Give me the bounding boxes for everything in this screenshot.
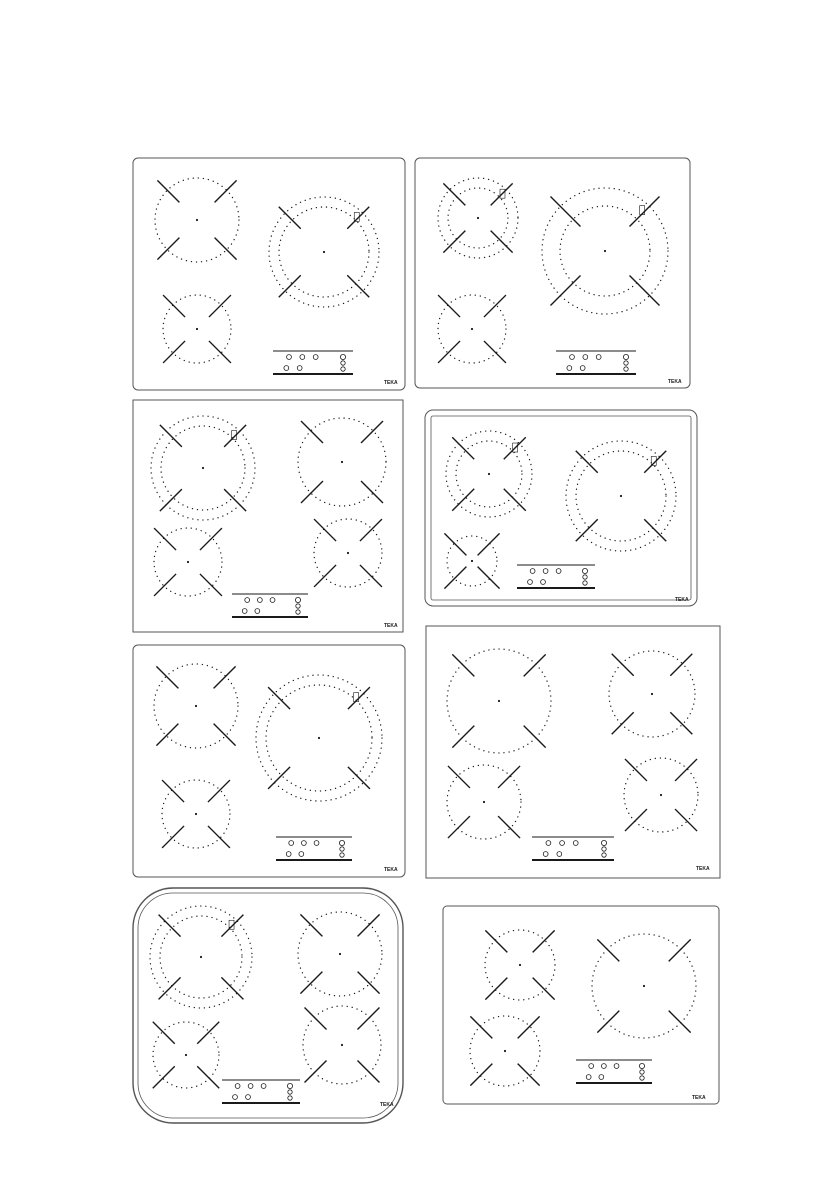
zone-center-dot [488, 473, 490, 475]
zone-center-dot [519, 964, 521, 966]
plus-icon [299, 852, 304, 857]
teka-logo: TEKA [692, 1095, 706, 1101]
plus-icon [340, 853, 344, 857]
zone-marker-line [670, 712, 692, 734]
zone-marker-line [518, 1016, 540, 1038]
power-icon [287, 1083, 292, 1088]
power-icon [530, 569, 535, 574]
zone-center-dot [477, 217, 479, 219]
hob-drawing-5 [133, 645, 405, 877]
zone-marker-line [452, 654, 474, 676]
zone-center-dot [196, 219, 198, 221]
teka-logo: TEKA [675, 597, 689, 603]
zone-marker-line [597, 1011, 619, 1033]
plus-icon [341, 367, 345, 371]
cooking-zone [154, 528, 222, 596]
zone-marker-line [444, 533, 466, 555]
hob-drawing-3 [133, 400, 403, 632]
plus-icon [297, 366, 302, 371]
zone-marker-line [550, 196, 580, 226]
zone-marker-line [279, 275, 301, 297]
zone-marker-line [163, 341, 185, 363]
zone-center-dot [341, 1044, 343, 1046]
plus-icon [640, 1076, 644, 1080]
zone-marker-line [504, 489, 526, 511]
zone-marker-line [491, 231, 513, 253]
zone-marker-line [533, 978, 555, 1000]
power-icon [623, 354, 628, 359]
cooking-zone [298, 912, 382, 996]
zone-marker-line [224, 425, 246, 447]
zone-marker-line [484, 295, 506, 317]
zone-marker-line [669, 1011, 691, 1033]
dual-cooking-zone [150, 906, 252, 1008]
teka-logo: TEKA [384, 867, 398, 873]
power-icon [546, 841, 551, 846]
zone-marker-line [452, 726, 474, 748]
power-icon [245, 598, 250, 603]
zone-marker-line [221, 977, 243, 999]
zone-center-dot [483, 801, 485, 803]
power-icon [570, 355, 575, 360]
cooking-zone [154, 664, 238, 748]
touch-control-panel [273, 351, 353, 374]
cooking-zone [153, 1022, 219, 1088]
zone-marker-line [669, 939, 691, 961]
zone-marker-line [630, 276, 660, 306]
zone-marker-line [347, 275, 369, 297]
zone-marker-line [358, 972, 380, 994]
zone-marker-line [215, 238, 237, 260]
cooking-zone [485, 930, 555, 1000]
zone-marker-line [268, 767, 290, 789]
plus-icon [288, 1096, 292, 1100]
cooking-zone [444, 533, 499, 588]
cooking-zone [447, 765, 521, 839]
cooking-zone [447, 649, 551, 753]
zone-marker-line [550, 276, 580, 306]
dual-cooking-zone [566, 441, 676, 551]
hob-drawing-2 [415, 158, 690, 388]
minus-icon [543, 852, 548, 857]
plus-icon [557, 852, 562, 857]
zone-marker-line [452, 489, 474, 511]
lock-icon [556, 569, 561, 574]
zone-center-dot [185, 1054, 187, 1056]
dual-cooking-zone [151, 416, 255, 520]
zone-marker-line [208, 780, 230, 802]
timer-icon [300, 355, 305, 360]
lock-icon [573, 841, 578, 846]
zone-center-dot [196, 328, 198, 330]
minus-icon [284, 366, 289, 371]
power-icon [639, 1063, 644, 1068]
zone-marker-line [268, 687, 290, 709]
power-icon [589, 1064, 594, 1069]
hob-frame [415, 158, 690, 388]
lock-icon [261, 1084, 266, 1089]
zone-marker-line [443, 231, 465, 253]
zone-marker-line [153, 1022, 175, 1044]
zone-marker-line [478, 567, 500, 589]
hob-inner-frame [138, 893, 398, 1118]
zone-center-dot [604, 250, 606, 252]
hob-frame [443, 906, 719, 1104]
zone-marker-line [504, 437, 526, 459]
lock-icon [624, 361, 628, 365]
cooking-zone [155, 178, 239, 262]
zone-marker-line [491, 183, 513, 205]
zone-marker-line [360, 519, 382, 541]
minus-icon [586, 1075, 591, 1080]
minus-icon [242, 609, 247, 614]
zone-marker-line [348, 687, 370, 709]
dual-cooking-zone [446, 431, 532, 517]
dual-cooking-zone [256, 675, 382, 801]
teka-logo: TEKA [668, 379, 682, 385]
zone-marker-line [675, 809, 697, 831]
dual-cooking-zone [269, 197, 379, 307]
plus-icon [602, 853, 606, 857]
timer-icon [560, 841, 565, 846]
cooking-zone [163, 295, 231, 363]
zone-marker-line [438, 341, 460, 363]
cooking-zone [624, 758, 698, 832]
hob-frame [133, 645, 405, 877]
zone-marker-line [214, 724, 236, 746]
power-icon [235, 1084, 240, 1089]
zone-marker-line [533, 930, 555, 952]
zone-center-dot [195, 813, 197, 815]
minus-icon [233, 1095, 238, 1100]
zone-marker-line [197, 1022, 219, 1044]
cooking-zone [592, 934, 696, 1038]
lock-icon [288, 1090, 292, 1094]
zone-marker-line [518, 1064, 540, 1086]
zone-center-dot [471, 560, 473, 562]
zone-marker-line [478, 533, 500, 555]
zone-marker-line [625, 759, 647, 781]
cooking-zone [314, 519, 382, 587]
lock-icon [270, 598, 275, 603]
touch-control-panel [556, 351, 636, 374]
zone-marker-line [597, 939, 619, 961]
zone-marker-line [524, 654, 546, 676]
timer-icon [257, 598, 262, 603]
zone-marker-line [162, 826, 184, 848]
hob-frame [133, 888, 403, 1123]
zone-center-dot [651, 693, 653, 695]
zone-marker-line [279, 207, 301, 229]
lock-icon [583, 575, 587, 579]
hob-frame [133, 400, 403, 632]
zone-marker-line [159, 977, 181, 999]
zone-marker-line [524, 726, 546, 748]
zone-center-dot [660, 794, 662, 796]
zone-center-dot [339, 953, 341, 955]
minus-icon [286, 852, 291, 857]
teka-logo: TEKA [696, 866, 710, 872]
zone-center-dot [187, 561, 189, 563]
zone-marker-line [160, 489, 182, 511]
plus-icon [580, 366, 585, 371]
lock-icon [341, 361, 345, 365]
touch-control-panel [232, 594, 308, 617]
zone-center-dot [471, 328, 473, 330]
touch-control-panel [276, 837, 352, 860]
zone-marker-line [498, 816, 520, 838]
lock-icon [296, 604, 300, 608]
hob-frame [425, 410, 697, 606]
plus-icon [541, 580, 546, 585]
zone-center-dot [341, 461, 343, 463]
plus-icon [599, 1075, 604, 1080]
cooking-zone [303, 1006, 381, 1084]
cooking-zone [162, 780, 230, 848]
timer-icon [248, 1084, 253, 1089]
zone-marker-line [644, 519, 666, 541]
zone-marker-line [452, 437, 474, 459]
plus-icon [583, 581, 587, 585]
zone-center-dot [318, 737, 320, 739]
timer-icon [301, 841, 306, 846]
lock-icon [640, 1070, 644, 1074]
zone-marker-line [221, 915, 243, 937]
zone-marker-line [444, 567, 466, 589]
zone-marker-line [300, 972, 322, 994]
minus-icon [567, 366, 572, 371]
zone-marker-line [160, 425, 182, 447]
power-icon [582, 568, 587, 573]
zone-center-dot [504, 1050, 506, 1052]
teka-logo: TEKA [384, 380, 398, 386]
zone-center-dot [195, 705, 197, 707]
power-icon [289, 841, 294, 846]
power-icon [339, 840, 344, 845]
zone-marker-line [644, 451, 666, 473]
zone-center-dot [202, 467, 204, 469]
zone-center-dot [620, 495, 622, 497]
zone-center-dot [200, 956, 202, 958]
timer-icon [601, 1064, 606, 1069]
zone-marker-line [357, 1060, 379, 1082]
dual-cooking-zone [542, 188, 668, 314]
touch-control-panel [576, 1060, 652, 1083]
zone-marker-line [347, 207, 369, 229]
teka-logo: TEKA [380, 1102, 394, 1108]
hob-drawing-4 [425, 410, 697, 606]
zone-marker-line [348, 767, 370, 789]
zone-marker-line [361, 421, 383, 443]
timer-icon [583, 355, 588, 360]
zone-marker-line [224, 489, 246, 511]
power-icon [340, 354, 345, 359]
lock-icon [313, 355, 318, 360]
zone-marker-line [154, 574, 176, 596]
cooking-zone [298, 418, 386, 506]
zone-marker-line [159, 915, 181, 937]
dual-cooking-zone [438, 178, 518, 258]
power-icon [295, 597, 300, 602]
zone-marker-line [209, 295, 231, 317]
lock-icon [596, 355, 601, 360]
zone-center-dot [643, 985, 645, 987]
zone-marker-line [448, 766, 470, 788]
touch-control-panel [517, 565, 595, 588]
plus-icon [296, 610, 300, 614]
teka-logo: TEKA [384, 623, 398, 629]
plus-icon [246, 1095, 251, 1100]
zone-marker-line [630, 196, 660, 226]
hob-drawing-7 [133, 888, 403, 1123]
power-icon [601, 840, 606, 845]
power-icon [287, 355, 292, 360]
zone-marker-line [576, 451, 598, 473]
touch-control-panel [222, 1080, 300, 1103]
zone-marker-line [576, 519, 598, 541]
hob-drawing-8 [443, 906, 719, 1104]
hob-frame [426, 626, 720, 878]
minus-icon [528, 580, 533, 585]
zone-center-dot [498, 700, 500, 702]
lock-icon [340, 847, 344, 851]
lock-icon [614, 1064, 619, 1069]
hob-frame [133, 158, 405, 390]
cooking-zone [438, 295, 506, 363]
zone-center-dot [347, 552, 349, 554]
lock-icon [602, 847, 606, 851]
cooking-zone [609, 651, 695, 737]
cooking-zone [470, 1016, 540, 1086]
zone-marker-line [200, 528, 222, 550]
zone-center-dot [323, 251, 325, 253]
hob-drawing-6 [426, 626, 720, 878]
plus-icon [624, 367, 628, 371]
touch-control-panel [532, 837, 614, 860]
zone-marker-line [443, 183, 465, 205]
hob-drawing-1 [133, 158, 405, 390]
plus-icon [255, 609, 260, 614]
zone-marker-line [157, 238, 179, 260]
zone-marker-line [156, 724, 178, 746]
zone-marker-line [314, 565, 336, 587]
timer-icon [543, 569, 548, 574]
lock-icon [314, 841, 319, 846]
